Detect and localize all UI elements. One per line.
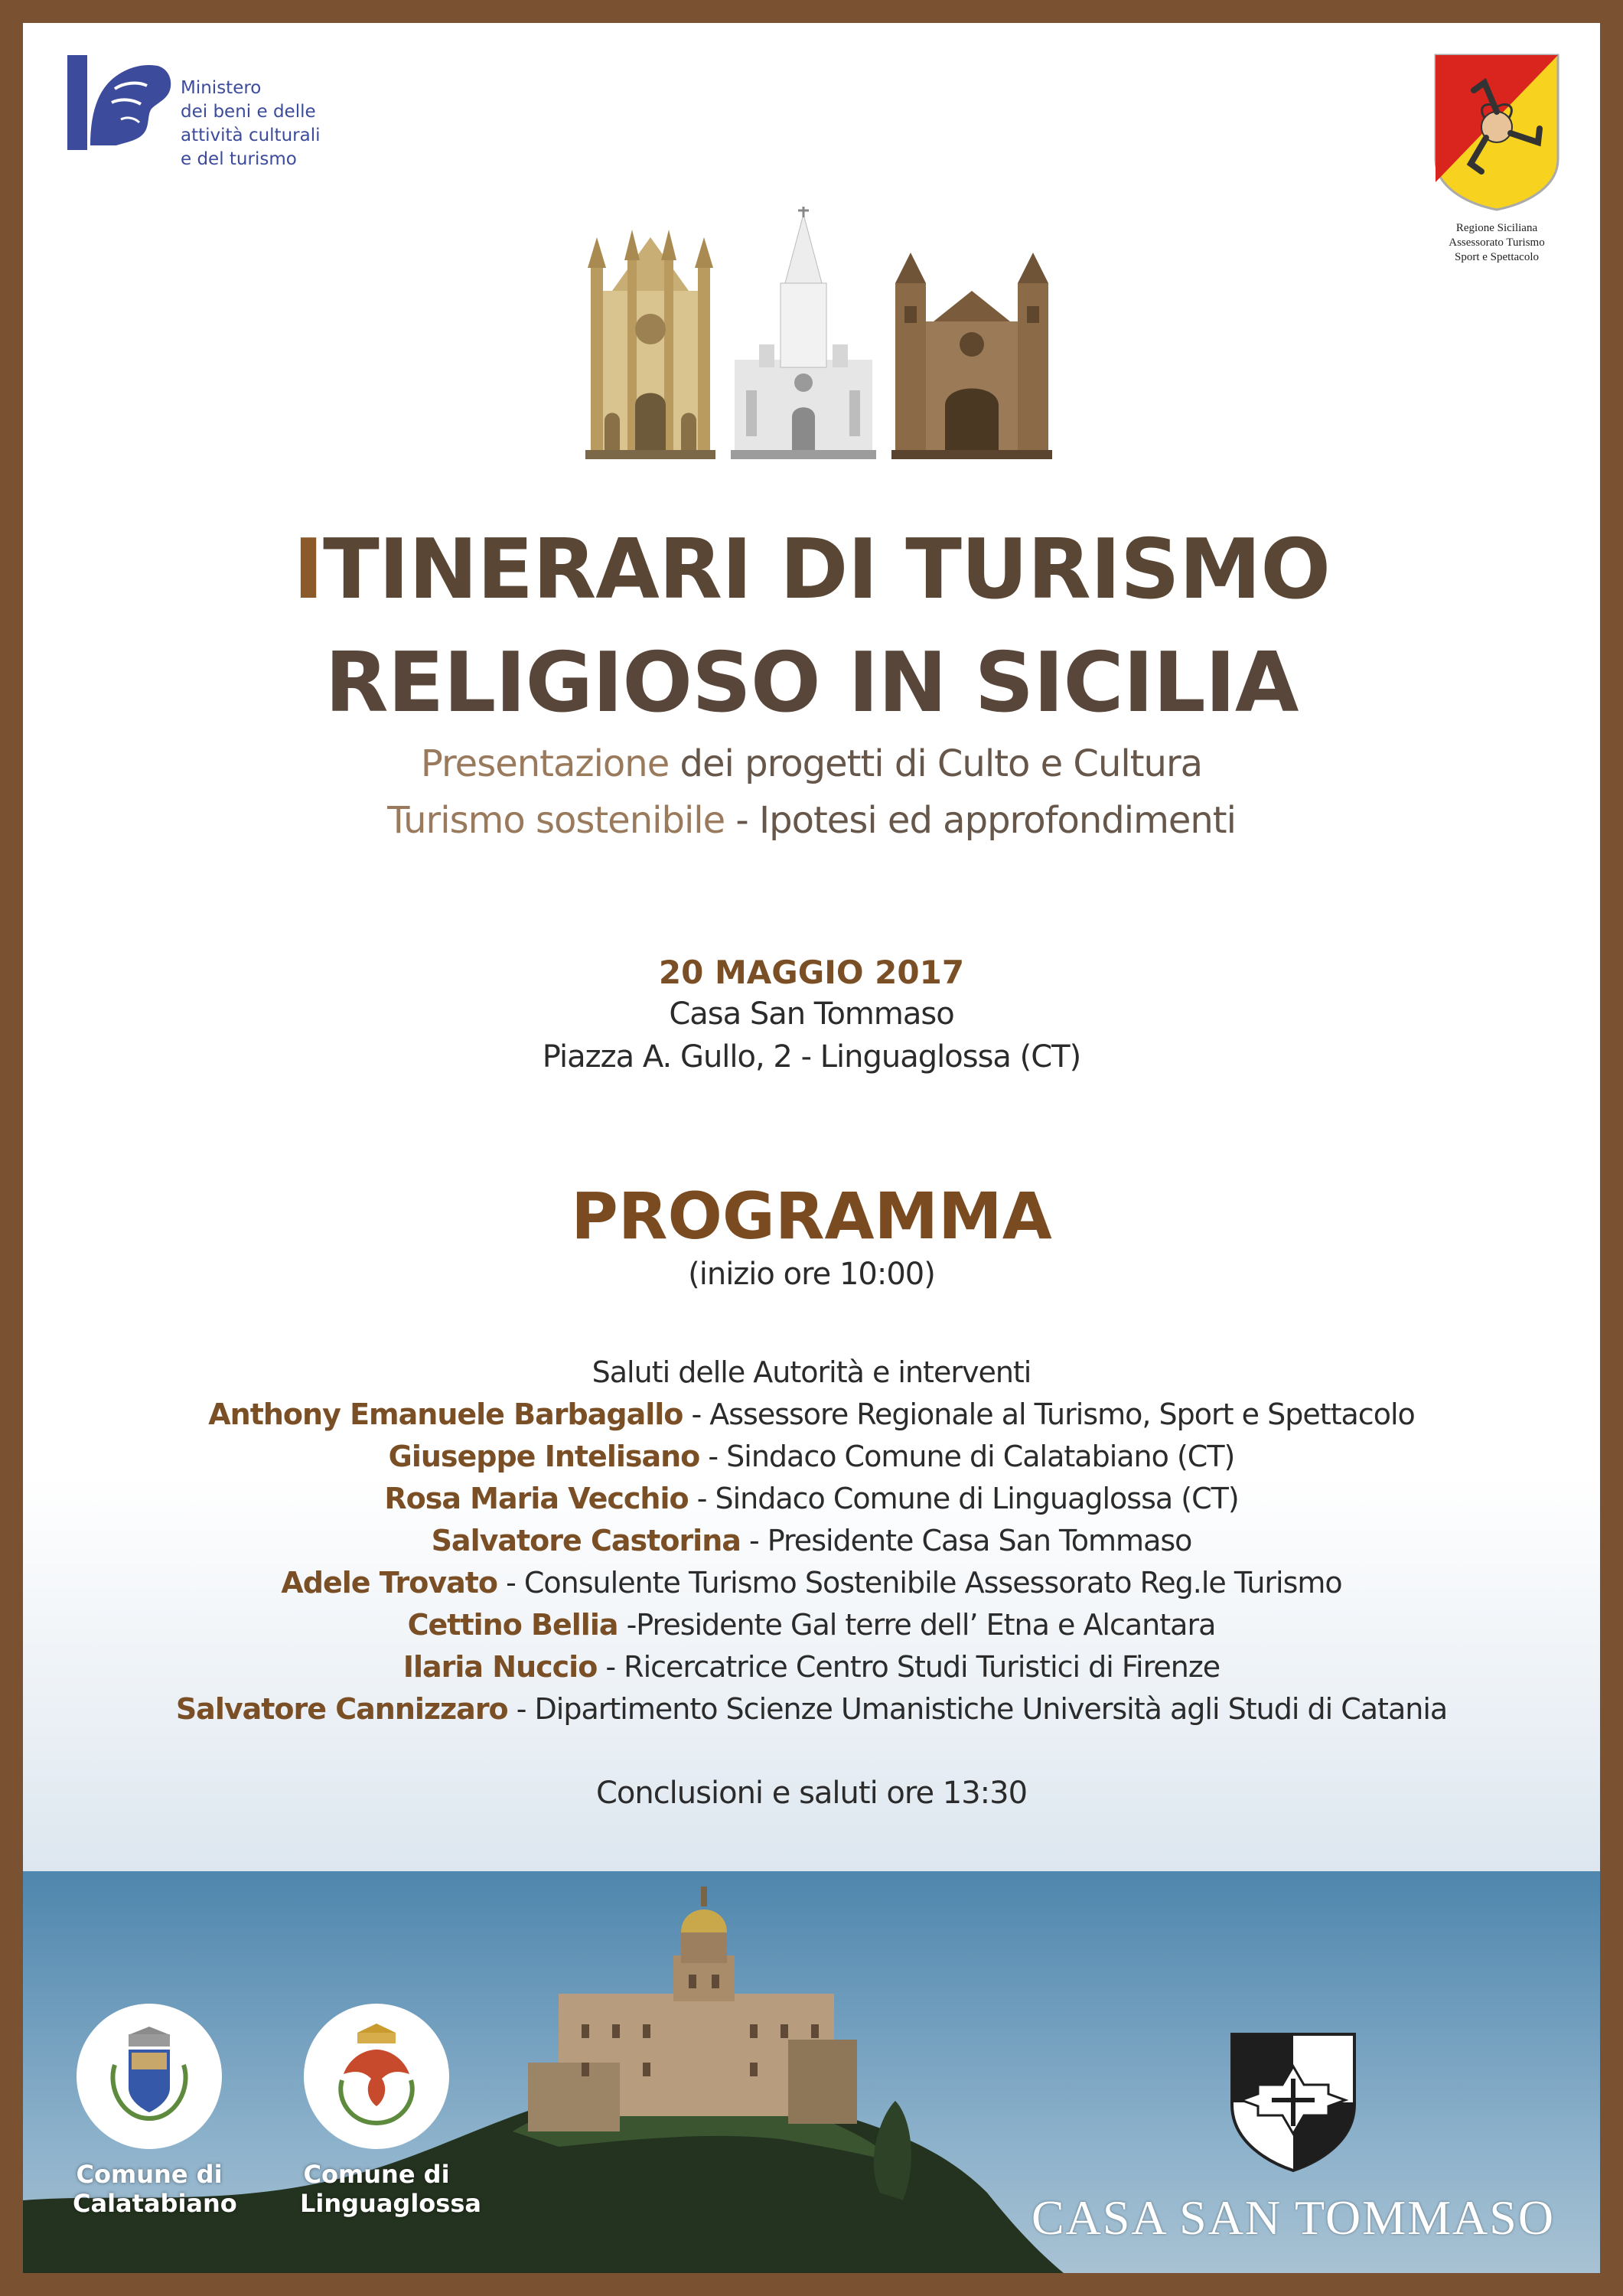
mibact-head-icon — [67, 55, 174, 150]
event-venue: Casa San Tommaso — [669, 996, 954, 1032]
programma-intro: Saluti delle Autorità e interventi — [592, 1355, 1031, 1389]
speaker-name: Anthony Emanuele Barbagallo — [208, 1397, 683, 1431]
subtitle-line-2-accent: Turismo sostenibile — [387, 799, 725, 842]
trinacria-shield-icon — [1431, 52, 1563, 213]
calatabiano-crest-icon — [77, 2004, 222, 2149]
title-line-1 — [23, 522, 1600, 618]
comune-linguaglossa — [300, 2004, 481, 2218]
speaker-row — [23, 1478, 1600, 1520]
gothic-church-icon — [585, 230, 715, 459]
speaker-name: Rosa Maria Vecchio — [384, 1482, 689, 1515]
subtitle-line-2-rest: - Ipotesi ed approfondimenti — [725, 799, 1236, 842]
dominican-cross-shield-icon — [1224, 2028, 1362, 2174]
title-line-2: RELIGIOSO IN SICILIA — [324, 635, 1299, 731]
event-address: Piazza A. Gullo, 2 - Linguaglossa (CT) — [542, 1039, 1081, 1075]
speaker-name: Cettino Bellia — [407, 1608, 618, 1642]
subtitle-line-1-rest: dei progetti di Culto e Cultura — [669, 742, 1203, 785]
regione-text-1: Regione Siciliana — [1455, 222, 1538, 234]
churches-illustration — [559, 207, 1079, 482]
speaker-row — [23, 1520, 1600, 1562]
romanesque-church-icon — [891, 253, 1052, 459]
white-church-icon — [731, 207, 876, 459]
regione-text-3: Sport e Spettacolo — [1455, 251, 1539, 263]
mibact-text-1: Ministero — [181, 78, 262, 98]
conclusion-text: Conclusioni e saluti ore 13:30 — [595, 1776, 1028, 1811]
speaker-row — [23, 1604, 1600, 1646]
speaker-row — [23, 1436, 1600, 1478]
subtitle-line-1-accent: Presentazione — [420, 742, 670, 785]
comune-calatabiano — [73, 2004, 237, 2218]
comune-linguaglossa-label-1: Comune di — [303, 2160, 450, 2189]
regione-text-2: Assessorato Turismo — [1449, 236, 1545, 249]
speaker-name: Adele Trovato — [281, 1566, 498, 1600]
speaker-role: - Sindaco Comune di Linguaglossa (CT) — [688, 1482, 1239, 1515]
title-line-1-rest: TINERARI DI TURISMO — [323, 522, 1331, 618]
comune-linguaglossa-label-2: Linguaglossa — [300, 2189, 481, 2218]
speaker-name: Salvatore Cannizzaro — [175, 1692, 508, 1726]
comune-calatabiano-label-2: Calatabiano — [73, 2189, 237, 2218]
comune-calatabiano-label-1: Comune di — [76, 2160, 223, 2189]
casa-san-tommaso-logo — [1002, 2028, 1584, 2246]
mibact-text-2: dei beni e delle — [181, 102, 316, 122]
speaker-role: - Sindaco Comune di Calatabiano (CT) — [699, 1440, 1235, 1473]
speaker-name: Ilaria Nuccio — [402, 1650, 598, 1684]
speaker-role: - Presidente Casa San Tommaso — [740, 1524, 1192, 1557]
poster — [23, 23, 1600, 2273]
subtitle-line-2 — [23, 799, 1600, 842]
speaker-name: Giuseppe Intelisano — [388, 1440, 700, 1473]
regione-siciliana-logo — [1431, 52, 1563, 266]
mibact-logo — [67, 55, 358, 169]
speaker-role: - Dipartimento Scienze Umanistiche Università agli Studi di Catania — [507, 1692, 1448, 1726]
subtitle-line-1 — [23, 742, 1600, 785]
programma-heading: PROGRAMMA — [571, 1179, 1052, 1254]
mibact-text-4: e del turismo — [181, 149, 297, 169]
speaker-name: Salvatore Castorina — [431, 1524, 741, 1557]
speaker-row — [23, 1394, 1600, 1436]
title-first-letter: I — [292, 522, 324, 618]
speaker-row — [23, 1688, 1600, 1730]
event-date: 20 MAGGIO 2017 — [658, 954, 965, 991]
speaker-list — [23, 1352, 1600, 1730]
casa-san-tommaso-name: CASA SAN TOMMASO — [1031, 2190, 1556, 2245]
speaker-role: - Assessore Regionale al Turismo, Sport e Spettacolo — [683, 1397, 1415, 1431]
linguaglossa-crest-icon — [304, 2004, 449, 2149]
speaker-row — [23, 1562, 1600, 1604]
speaker-role: - Ricercatrice Centro Studi Turistici di Firenze — [597, 1650, 1221, 1684]
speaker-role: -Presidente Gal terre dell’ Etna e Alcantara — [618, 1608, 1216, 1642]
programma-start-time: (inizio ore 10:00) — [688, 1257, 935, 1292]
speaker-row — [23, 1646, 1600, 1688]
speaker-role: - Consulente Turismo Sostenibile Assessorato Reg.le Turismo — [497, 1566, 1342, 1600]
mibact-text-3: attività culturali — [181, 126, 321, 145]
